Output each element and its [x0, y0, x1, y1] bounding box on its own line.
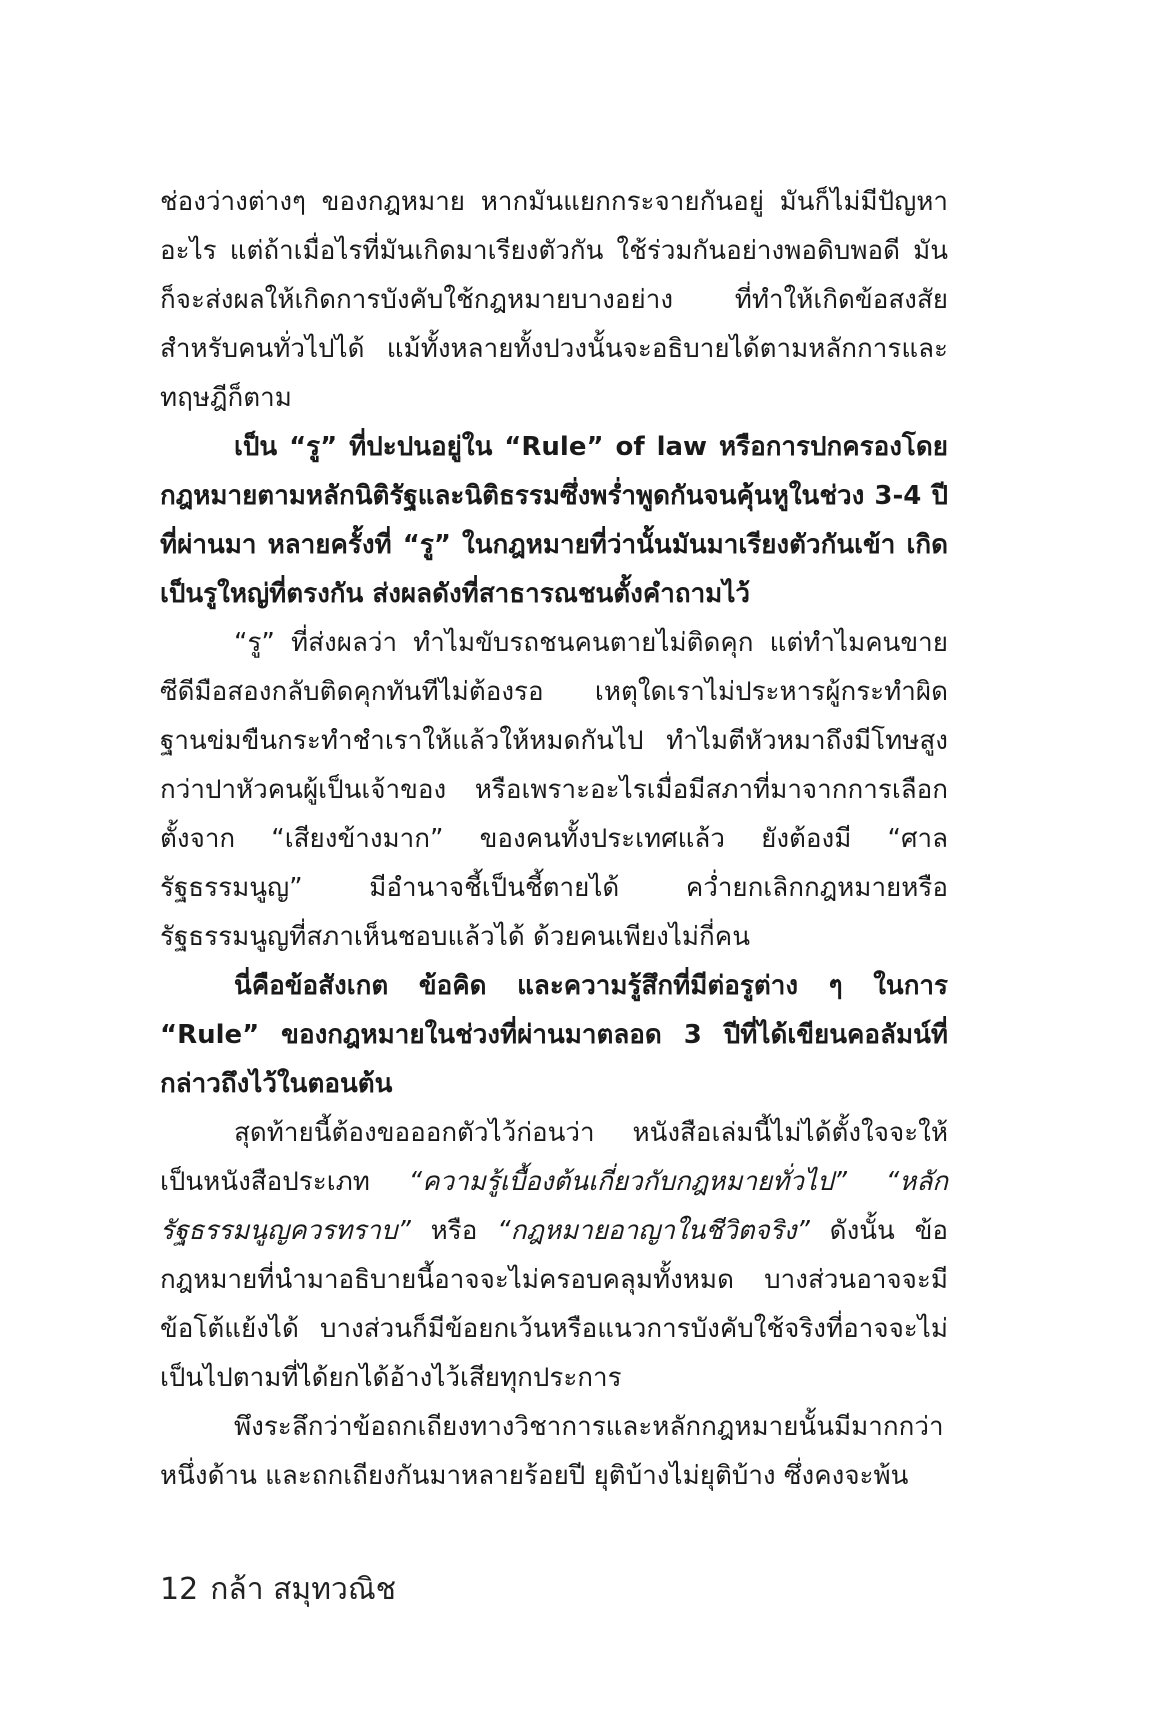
paragraph-4: นี่คือข้อสังเกต ข้อคิด และความรู้สึกที่มีต่อรูต่าง ๆ ในการ “Rule” ของกฎหมายในช่วงที่ผ่านมาตลอด 3 ปีที่ได้เขียนคอลัมน์ที่กล่าวถึงไว้ในตอนต้น [160, 971, 948, 1099]
paragraph-5-italic-2: “กฎหมายอาญาในชีวิตจริง” [497, 1216, 810, 1246]
paragraph-2: เป็น “รู” ที่ปะปนอยู่ใน “Rule” of law หรือการปกครองโดยกฎหมายตามหลักนิติรัฐและนิติธรรมซึ่งพร่ำพูดกันจนคุ้นหูในช่วง 3-4 ปีที่ผ่านมา หลายครั้งที่ “รู” ในกฎหมายที่ว่านั้นมันมาเรียงตัวกันเข้า เกิดเป็นรูใหญ่ที่ตรงกัน ส่งผลดังที่สาธารณชนตั้งคำถามไว้ [160, 432, 948, 609]
author-name: กล้า สมุทวณิช [210, 1572, 397, 1607]
paragraph-3: “รู” ที่ส่งผลว่า ทำไมขับรถชนคนตายไม่ติดคุก แต่ทำไมคนขายซีดีมือสองกลับติดคุกทันทีไม่ต้องรอ เหตุใดเราไม่ประหารผู้กระทำผิดฐานข่มขืนกระทำชำเราให้แล้วให้หมดกันไป ทำไมตีหัวหมาถึงมีโทษสูงกว่าปาหัวคนผู้เป็นเจ้าของ หรือเพราะอะไรเมื่อมีสภาที่มาจากการเลือกตั้งจาก “เสียงข้างมาก” ของคนทั้งประเทศแล้ว ยังต้องมี “ศาลรัฐธรรมนูญ” มีอำนาจชี้เป็นชี้ตายได้ คว่ำยกเลิกกฎหมายหรือรัฐธรรมนูญที่สภาเห็นชอบแล้วได้ ด้วยคนเพียงไม่กี่คน [160, 628, 948, 952]
page-number: 12 [160, 1572, 199, 1607]
paragraph-1: ช่องว่างต่างๆ ของกฎหมาย หากมันแยกกระจายกันอยู่ มันก็ไม่มีปัญหาอะไร แต่ถ้าเมื่อไรที่มันเกิดมาเรียงตัวกัน ใช้ร่วมกันอย่างพอดิบพอดี มันก็จะส่งผลให้เกิดการบังคับใช้กฎหมายบางอย่าง ที่ทำให้เกิดข้อสงสัยสำหรับคนทั่วไปได้ แม้ทั้งหลายทั้งปวงนั้นจะอธิบายได้ตามหลักการและทฤษฎีก็ตาม [160, 187, 948, 413]
paragraph-5 [160, 1109, 948, 1403]
paragraph-5-text-1: สุดท้ายนี้ต้องขอออกตัวไว้ก่อนว่า หนังสือเล่มนี้ไม่ได้ตั้งใจจะให้เป็นหนังสือประเภท [160, 1118, 948, 1197]
paragraph-5-text-2: หรือ [410, 1216, 498, 1246]
paragraph-5-italic-1: “ความรู้เบื้องต้นเกี่ยวกับกฎหมายทั่วไป” “หลักรัฐธรรมนูญควรทราบ” [160, 1167, 948, 1246]
paragraph-5-text-3: ดังนั้น ข้อกฎหมายที่นำมาอธิบายนี้อาจจะไม่ครอบคลุมทั้งหมด บางส่วนอาจจะมีข้อโต้แย้งได้ บางส่วนก็มีข้อยกเว้นหรือแนวการบังคับใช้จริงที่อาจจะไม่เป็นไปตามที่ได้ยกได้อ้างไว้เสียทุกประการ [160, 1216, 949, 1393]
page-body [160, 178, 948, 1501]
paragraph-6: พึงระลึกว่าข้อถกเถียงทางวิชาการและหลักกฎหมายนั้นมีมากกว่าหนึ่งด้าน และถกเถียงกันมาหลายร้อยปี ยุติบ้างไม่ยุติบ้าง ซึ่งคงจะพ้น [160, 1412, 944, 1491]
page-footer [160, 1570, 396, 1610]
